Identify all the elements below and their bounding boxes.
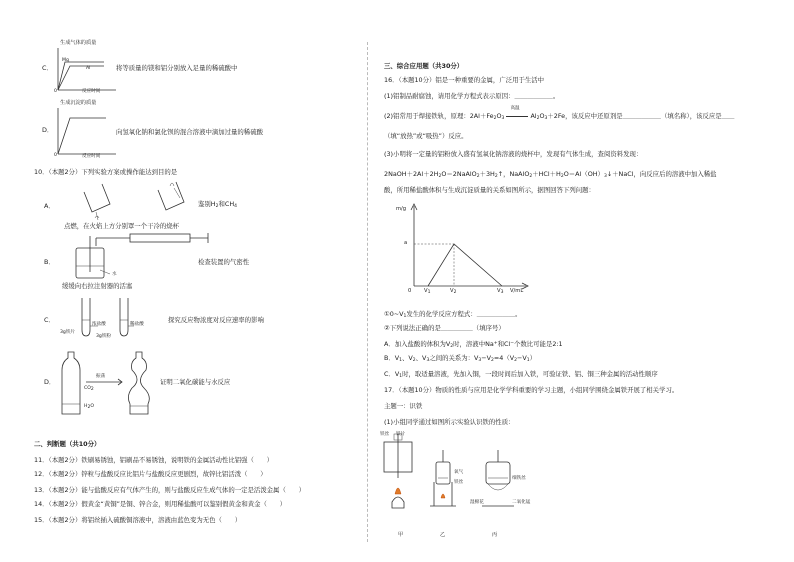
q16-3: (3)小明将一定量的铝粉放入盛有氢氧化钠溶液的烧杯中，发现有气体生成，查阅资料发现： [384,150,643,158]
q16-optB-s5: 2 [491,358,494,363]
q10A-sub1: 2 [215,204,219,209]
q16-eq-s4: 2 [529,174,533,179]
q16-optB-s7: 1 [526,358,530,363]
q16-sub1-s: 1 [403,314,407,319]
q16-eq-s6: 3 [603,174,607,179]
optD-ylabel: 生成沉淀的质量 [60,100,97,106]
q16-title: 16．（本题10分）铝是一种重要的金属，广泛用于生活中 [384,76,545,84]
q10B-figure [70,232,230,282]
q10D-co2-sub: 2 [90,387,94,392]
fig-yi-label-2: 铁丝 [454,480,464,485]
q16-eq-8: 酸，所用稀盐酸体积与生成沉淀质量的关系如图所示，据图回答下列问题： [384,186,595,194]
q16-eq-s3: 2 [494,174,498,179]
optC-text: 将等质量的镁和铝分别放入足量的稀硫酸中 [116,64,238,72]
q16-2-sub-d: 3 [544,116,548,121]
q16-optB-b: 、V [402,354,413,362]
q16-graph-unit: V/mL [510,288,524,294]
q16-eq-4: ↑，NaAlO [497,170,530,178]
q16-optA-sup2: − [510,341,514,346]
q16-optB-h: ） [529,354,536,362]
q16-graph-v2-sub: 2 [453,290,457,295]
q10D-h2o-sub: 2 [87,405,91,410]
q10A-label: A． [44,202,55,210]
q16-optB-s6: 2 [514,358,517,363]
q16-eq-s5: 2 [560,174,564,179]
q16-optC-a: C．V [384,370,400,378]
q10C-text: 探究反应物浓度对反应速率的影响 [168,316,264,324]
q16-2-cond: 高温 [510,106,520,111]
q10C-iron2: 3g铁粉 [96,334,112,339]
q16-optB-s4: 3 [478,358,482,363]
optC-al-label: Al [86,66,91,71]
q16-sub1-b: 发生的化学反应方程式：＿＿＿＿＿＿。 [406,310,522,318]
q16-eq-s1: 2 [438,174,442,179]
q10D-co2 [84,386,94,393]
q10D-figure [56,346,156,422]
q16-optB-a: B．V [384,354,400,362]
q10D-h2o [84,404,94,411]
q16-2e: （填“放热”或“吸热”）反应。 [384,132,468,140]
q10D-h2o-h: H [84,404,88,409]
q16-2-arrow [506,106,530,120]
fig-caption-jia: 甲 [398,532,404,538]
q16-eq-s2: 2 [476,174,480,179]
q16-2-arrow-line [506,116,528,117]
optC-xlabel: 反应时间 [82,89,101,94]
fig-jia-label-1: 铁丝 [380,432,390,437]
optC-mg-label: Mg [62,58,69,63]
q16-2c: O [539,112,545,120]
q10B-label: B． [44,258,55,266]
fig-caption-bing: 丙 [492,532,498,538]
judge-14: 14．（本题2分）假黄金“黄铜”是铜、锌合金，则用稀盐酸可以鉴别假黄金和黄金（ ） [34,500,287,508]
q10-stem: 10．（本题2分）下列实验方案或操作能达到目的是 [34,168,178,176]
q16-optB-s2: 2 [412,358,416,363]
optD-text: 向氢氧化钠和氯化钡的混合溶液中滴加过量的稀硫酸 [116,128,263,136]
q16-sub2: ②下列说法正确的是＿＿＿＿＿（填序号） [384,324,505,332]
optC-origin: 0 [54,89,57,94]
q16-optB [384,354,536,364]
optC-ylabel: 生成气体的质量 [60,40,97,46]
q16-optA-b: 时，溶液中Na [453,340,494,348]
q10D-label: D． [44,378,56,386]
q16-2-sub-c: 2 [536,116,540,121]
fig-caption-yi: 乙 [440,532,446,538]
q16-optA-a: A．加入盐酸的体积为V [384,340,451,348]
judge-15: 15．（本题2分）将铝丝插入硫酸铜溶液中，溶液由蓝色变为无色（ ） [34,516,242,524]
q16-sub1 [384,310,521,320]
optD-origin: 0 [54,153,57,158]
q16-graph-a: a [404,240,408,246]
fig-jia-label-2: 铁片 [396,432,406,437]
q16-sub1-a: ①0~V [384,310,404,318]
optD-xlabel: 反应时间 [82,154,101,159]
q16-eq-1: 2NaOH＋2Al＋2H [384,170,439,178]
q16-graph-ylabel: m/g [396,206,407,212]
q16-graph [398,202,538,302]
q16-optA-c: 和Cl [497,340,511,348]
q16-graph-v1-v: V [424,288,428,294]
q16-eq-6: O＝Al（OH） [563,170,604,178]
section3-title: 三、综合应用题（共30分） [384,62,464,70]
q16-2-sub-a: 2 [493,116,497,121]
q16-2b: Al [530,112,537,120]
q16-optB-d: 之间的关系为：V [429,354,479,362]
q16-optB-f: =4（V [493,354,515,362]
q16-1: (1)铝制品耐腐蚀，请用化学方程式表示原因：＿＿＿＿＿＿。 [384,92,560,100]
q10D-h2o-o: O [90,404,94,409]
fig-bing-label-2: 湿棉花 [470,500,484,505]
q16-optA-s1: 2 [450,344,454,349]
q16-2-line [384,106,735,122]
q10A-sub2: 4 [234,204,238,209]
q16-graph-v1-sub: 1 [427,290,431,295]
q17-title: 17．（本题10分）物质的性质与应用是化学学科重要的学习主题，小组同学围绕金属铁开展了相关学习。 [384,386,679,394]
q16-graph-v3 [497,288,503,296]
q16-equation [384,170,717,180]
q16-graph-v2-v: V [450,288,454,294]
q10A-text-b: 和CH [218,200,235,208]
q16-2-sub-b: 3 [501,116,505,121]
q16-optC [384,370,658,380]
q16-optC-s1: 1 [399,374,403,379]
q16-eq-5: ＋HCl＋H [532,170,561,178]
judge-12: 12．（本题2分）锌粒与盐酸反应比铝片与盐酸反应更剧烈，故锌比铝活泼（ ） [34,470,267,478]
judge-11: 11．（本题2分）铁刷易锈蚀，铝刷品不易锈蚀，说明铁的金属活动性比铝强（ ） [34,456,274,464]
q16-optA [384,340,563,350]
q16-graph-v3-v: V [497,288,501,294]
q16-eq-3: ＋3H [479,170,495,178]
optC-graph [56,44,116,104]
q10B-water: 水 [112,272,117,277]
q10D-text: 证明二氧化碳能与水反应 [160,378,231,386]
q10A-text [198,200,237,210]
q10C-acid1: 浓盐酸 [92,322,106,327]
q16-graph-origin: 0 [408,288,412,294]
q16-graph-v1 [424,288,430,296]
q16-graph-v2 [450,288,456,296]
q10A-text-a: 鉴别H [198,200,216,208]
q16-eq-7: ↓＋NaCl，向反应后的溶液中加入稀盐 [606,170,717,178]
theme1: 主题一：识铁 [384,402,423,410]
fig-bing-label-3: 二氧化锰 [512,500,531,505]
q16-eq-2: O＝2NaAlO [441,170,477,178]
q10D-shake: 振荡 [96,374,106,379]
column-divider [367,42,368,542]
q10A-caption: 点燃，在火焰上方分别罩一个干冷的烧杯 [64,222,180,230]
q16-2-o: O [496,112,502,120]
q17-1: (1)小组同学通过如图所示实验认识铁的性质： [384,418,515,426]
q16-optB-s1: 1 [399,358,403,363]
fig-bing-label-1: 细铁丝 [512,476,526,481]
q16-graph-v3-sub: 3 [500,290,504,295]
q16-2d: ＋2Fe，该反应中还原剂是＿＿＿＿＿＿（填名称），该反应是＿＿ [547,112,735,120]
q16-optA-d: 个数比可能是2:1 [514,340,563,348]
q10C-iron1: 3g铁片 [60,330,76,335]
section2-title: 二、判断题（共10分） [34,440,101,448]
q16-optB-s3: 3 [426,358,430,363]
q10B-text: 检查装置的气密性 [198,258,250,266]
q16-2a: (2)铝常用于焊接铁轨，原理：2Al＋Fe [384,112,494,120]
q16-optC-b: 时，取适量溶液，先加入铜，一段时间后加入铁，可验证铁、铝、铜三种金属的活动性顺序 [402,370,658,378]
optC-label: C． [42,64,53,72]
q16-optB-e: −V [481,354,492,362]
q16-optB-c: 、V [415,354,427,362]
q10B-caption: 缓缓向右拉注射器的活塞 [62,282,133,290]
q10C-label: C． [44,316,55,324]
fig-yi-label-1: 氧气 [454,470,464,475]
q16-optA-sup1: + [493,341,498,346]
optD-label: D． [42,126,54,134]
q10C-acid2: 稀盐酸 [130,322,144,327]
judge-13: 13．（本题2分）能与盐酸反应有气体产生的，则与盐酸反应生成气体的一定是活泼金属（ ） [34,486,306,494]
q10C-figure [76,296,156,340]
q10D-co2-text: CO [84,386,91,391]
q16-optB-g: −V [516,354,527,362]
